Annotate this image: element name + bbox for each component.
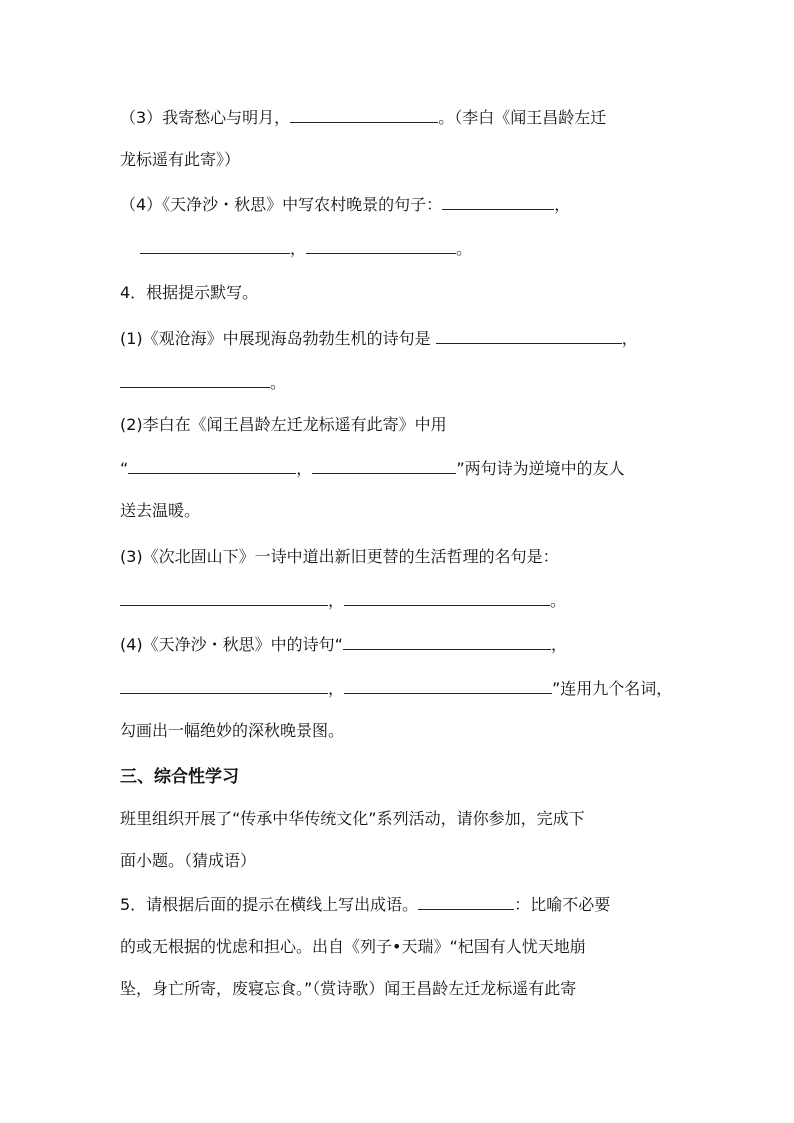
punct: “: [120, 459, 129, 478]
question-4-line-2: [140, 238, 472, 260]
answer-blank[interactable]: [120, 590, 328, 606]
punct: ，: [550, 635, 567, 654]
punct: 。: [456, 239, 473, 258]
item-1-text: (1)《观沧海》中展现海岛勃勃生机的诗句是: [120, 329, 436, 348]
section-4-text: 4．根据提示默写。: [120, 283, 259, 302]
item-4-text: (4)《天净沙・秋思》中的诗句“: [120, 635, 343, 654]
question-5-hint: ：比喻不必要: [514, 895, 611, 914]
answer-blank[interactable]: [436, 328, 622, 344]
answer-blank[interactable]: [312, 458, 456, 474]
item-4-line-2: [120, 678, 672, 700]
question-3-source: 。（李白《闻王昌龄左迁: [438, 108, 607, 127]
question-3-line-2: [120, 149, 240, 171]
question-5-hint-end: 坠，身亡所寄，废寝忘食。”（赏诗歌）闻王昌龄左迁龙标遥有此寄: [120, 979, 577, 998]
question-5-line-2: [120, 936, 586, 958]
question-3-source-cont: 龙标遥有此寄》）: [120, 150, 241, 169]
punct: 。: [270, 373, 287, 392]
item-4-line-3: [120, 720, 344, 742]
item-1-line-2: [120, 372, 286, 394]
answer-blank[interactable]: [418, 894, 514, 910]
punct: ，: [290, 239, 307, 258]
answer-blank[interactable]: [120, 372, 270, 388]
answer-blank[interactable]: [128, 458, 296, 474]
punct: ，: [328, 591, 345, 610]
item-4-line-1: [120, 634, 567, 656]
question-5-hint-cont: 的或无根据的忧虑和担心。出自《列子•天瑞》“杞国有人忧天地崩: [120, 937, 586, 956]
item-1-line-1: [120, 328, 638, 350]
answer-blank[interactable]: [140, 238, 290, 254]
answer-blank[interactable]: [306, 238, 456, 254]
section-4-title: [120, 282, 258, 304]
intro-text: 班里组织开展了“传承中华传统文化”系列活动，请你参加，完成下: [120, 809, 585, 828]
answer-blank[interactable]: [120, 678, 328, 694]
question-5-line-1: [120, 894, 610, 916]
question-4-line-1: [120, 194, 570, 216]
intro-line-1: [120, 808, 585, 830]
answer-blank[interactable]: [344, 590, 550, 606]
punct: ，: [328, 679, 345, 698]
item-2-line-3: [120, 500, 200, 522]
item-3-line-2: [120, 590, 566, 612]
item-2-text-end: 送去温暖。: [120, 501, 201, 520]
punct: ，: [554, 195, 571, 214]
answer-blank[interactable]: [343, 634, 551, 650]
punct: 。: [550, 591, 567, 610]
answer-blank[interactable]: [344, 678, 552, 694]
punct: ，: [621, 329, 638, 348]
item-2-text: (2)李白在《闻王昌龄左迁龙标遥有此寄》中用: [120, 415, 447, 434]
question-5-line-3: [120, 978, 576, 1000]
item-3-line-1: [120, 546, 559, 568]
intro-line-2: [120, 850, 256, 872]
item-4-text-cont: ”连用九个名词，: [552, 679, 673, 698]
item-4-text-end: 勾画出一幅绝妙的深秋晚景图。: [120, 721, 345, 740]
answer-blank[interactable]: [442, 194, 554, 210]
intro-text-cont: 面小题。（猜成语）: [120, 851, 257, 870]
item-2-line-1: [120, 414, 447, 436]
question-5-text: 5．请根据后面的提示在横线上写出成语。: [120, 895, 419, 914]
item-2-text-cont: ”两句诗为逆境中的友人: [456, 459, 625, 478]
item-2-line-2: [120, 458, 625, 480]
answer-blank[interactable]: [290, 107, 438, 123]
section-heading: [120, 766, 239, 788]
punct: ，: [296, 459, 313, 478]
question-3-line-1: [120, 107, 606, 129]
question-3-text: （3）我寄愁心与明月，: [120, 108, 291, 127]
question-4-text: （4）《天净沙・秋思》中写农村晚景的句子：: [120, 195, 443, 214]
section-heading-text: 三、综合性学习: [120, 767, 239, 787]
item-3-text: (3)《次北固山下》一诗中道出新旧更替的生活哲理的名句是：: [120, 547, 559, 566]
